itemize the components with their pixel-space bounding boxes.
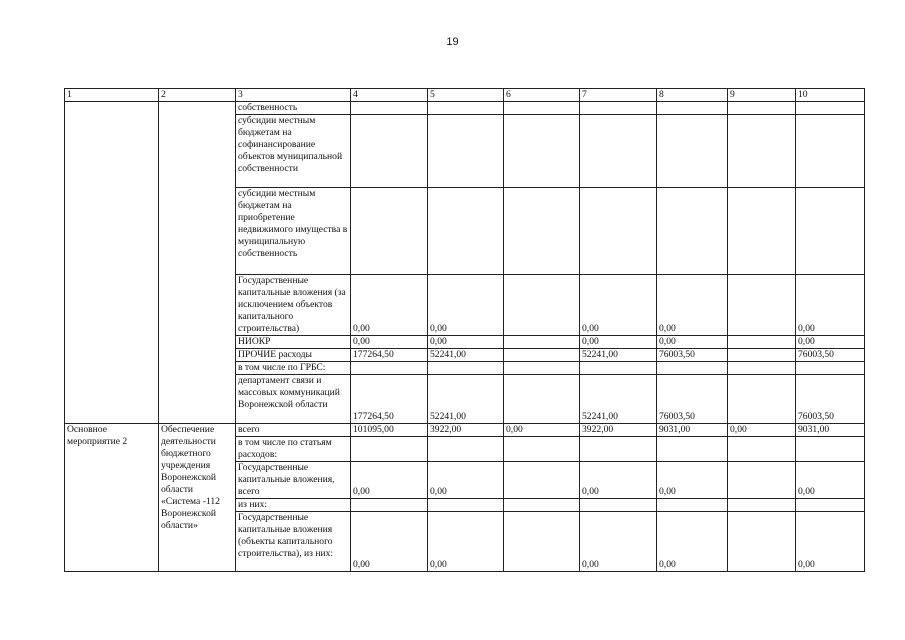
value-cell: 101095,00 bbox=[351, 424, 428, 437]
value-cell: 3922,00 bbox=[580, 424, 657, 437]
value-cell: 0,00 bbox=[580, 462, 657, 499]
row-label: в том числе по статьям расходов: bbox=[236, 437, 351, 462]
row-label: субсидии местным бюджетам на софинансирование объектов муниципальной собственности bbox=[236, 115, 351, 188]
budget-table bbox=[64, 88, 865, 572]
value-cell: 0,00 bbox=[796, 462, 865, 499]
page-number: 19 bbox=[446, 36, 459, 48]
header-cell: 2 bbox=[159, 89, 236, 102]
value-cell: 76003,50 bbox=[796, 375, 865, 424]
measure-name: Основное мероприятие 2 bbox=[65, 424, 159, 572]
cell-empty bbox=[65, 102, 159, 424]
value-cell: 0,00 bbox=[428, 512, 504, 572]
header-cell: 8 bbox=[657, 89, 728, 102]
header-cell: 1 bbox=[65, 89, 159, 102]
value-cell: 0,00 bbox=[351, 336, 428, 349]
value-cell: 177264,50 bbox=[351, 375, 428, 424]
value-cell: 0,00 bbox=[580, 275, 657, 336]
value-cell: 0,00 bbox=[657, 275, 728, 336]
value-cell: 0,00 bbox=[728, 424, 796, 437]
header-cell: 10 bbox=[796, 89, 865, 102]
value-cell: 0,00 bbox=[428, 462, 504, 499]
value-cell: 52241,00 bbox=[580, 375, 657, 424]
header-row bbox=[65, 89, 865, 102]
header-cell: 6 bbox=[504, 89, 580, 102]
row-label: Государственные капитальные вложения, всего bbox=[236, 462, 351, 499]
value-cell: 0,00 bbox=[580, 336, 657, 349]
row-label: всего bbox=[236, 424, 351, 437]
row-label: Государственные капитальные вложения (за исключением объектов капитального строительства) bbox=[236, 275, 351, 336]
value-cell: 0,00 bbox=[504, 424, 580, 437]
value-cell: 3922,00 bbox=[428, 424, 504, 437]
value-cell: 0,00 bbox=[351, 462, 428, 499]
value-cell: 76003,50 bbox=[796, 349, 865, 362]
header-cell: 3 bbox=[236, 89, 351, 102]
value-cell: 9031,00 bbox=[657, 424, 728, 437]
row-label: из них: bbox=[236, 499, 351, 512]
header-cell: 7 bbox=[580, 89, 657, 102]
header-cell: 4 bbox=[351, 89, 428, 102]
value-cell: 0,00 bbox=[657, 336, 728, 349]
value-cell: 52241,00 bbox=[428, 349, 504, 362]
row-label: в том числе по ГРБС: bbox=[236, 362, 351, 375]
row-label: департамент связи и массовых коммуникаций Воронежской области bbox=[236, 375, 351, 424]
value-cell: 0,00 bbox=[796, 512, 865, 572]
value-cell: 0,00 bbox=[428, 336, 504, 349]
table-row bbox=[65, 102, 865, 115]
value-cell: 0,00 bbox=[351, 275, 428, 336]
value-cell: 52241,00 bbox=[428, 375, 504, 424]
value-cell: 52241,00 bbox=[580, 349, 657, 362]
value-cell: 177264,50 bbox=[351, 349, 428, 362]
row-label: НИОКР bbox=[236, 336, 351, 349]
row-label: ПРОЧИЕ расходы bbox=[236, 349, 351, 362]
value-cell: 0,00 bbox=[351, 512, 428, 572]
header-cell: 9 bbox=[728, 89, 796, 102]
value-cell: 76003,50 bbox=[657, 349, 728, 362]
value-cell: 0,00 bbox=[657, 512, 728, 572]
cell-empty bbox=[159, 102, 236, 424]
value-cell: 0,00 bbox=[657, 462, 728, 499]
header-cell: 5 bbox=[428, 89, 504, 102]
value-cell: 9031,00 bbox=[796, 424, 865, 437]
measure-description: Обеспечение деятельности бюджетного учреждения Воронежской области «Система -112 Воронежской области» bbox=[159, 424, 236, 572]
row-label: собственность bbox=[236, 102, 351, 115]
table-row bbox=[65, 424, 865, 437]
value-cell: 0,00 bbox=[580, 512, 657, 572]
value-cell: 0,00 bbox=[428, 275, 504, 336]
row-label: Государственные капитальные вложения (объекты капитального строительства), из них: bbox=[236, 512, 351, 572]
row-label: субсидии местным бюджетам на приобретение недвижимого имущества в муниципальную собственность bbox=[236, 188, 351, 275]
value-cell: 0,00 bbox=[796, 336, 865, 349]
value-cell: 76003,50 bbox=[657, 375, 728, 424]
value-cell: 0,00 bbox=[796, 275, 865, 336]
